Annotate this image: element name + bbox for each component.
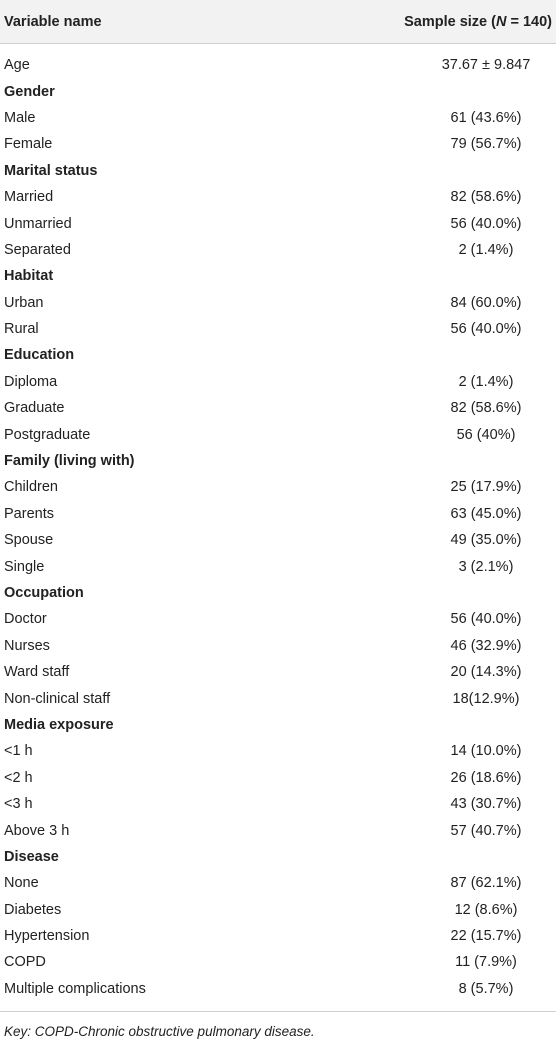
- row-value: 3 (2.1%): [458, 558, 514, 575]
- row-value: 14 (10.0%): [450, 743, 522, 760]
- table-row: [0, 897, 556, 923]
- table-row: [0, 369, 556, 395]
- row-value: 26 (18.6%): [450, 769, 522, 786]
- row-value: 2 (1.4%): [458, 241, 514, 258]
- row-label: Urban: [4, 294, 44, 311]
- row-value: 2 (1.4%): [458, 373, 514, 390]
- row-label: Age: [4, 57, 30, 74]
- table-row: [0, 421, 556, 447]
- row-value: 37.67 ± 9.847: [441, 57, 531, 74]
- sample-size-header-prefix: Sample size (: [404, 13, 496, 30]
- section-header-row: [0, 342, 556, 368]
- row-value: 87 (62.1%): [450, 875, 522, 892]
- row-label: Ward staff: [4, 664, 70, 681]
- row-label: COPD: [4, 954, 46, 971]
- table-row: [0, 474, 556, 500]
- table-row: [0, 923, 556, 949]
- table-row: [0, 817, 556, 843]
- section-label: Gender: [4, 83, 55, 100]
- row-label: Diabetes: [4, 901, 62, 918]
- table-row: [0, 553, 556, 579]
- row-value: 18(12.9%): [452, 690, 520, 707]
- section-label: Media exposure: [4, 716, 114, 733]
- table-row: [0, 184, 556, 210]
- row-label: <2 h: [4, 769, 33, 786]
- section-label: Marital status: [4, 162, 98, 179]
- row-label: Above 3 h: [4, 822, 70, 839]
- row-label: Hypertension: [4, 928, 90, 945]
- section-header-row: [0, 158, 556, 184]
- section-label: Disease: [4, 848, 59, 865]
- row-label: Multiple complications: [4, 980, 146, 997]
- table-row: [0, 606, 556, 632]
- table-row: [0, 52, 556, 78]
- table-row: [0, 949, 556, 975]
- row-label: Diploma: [4, 373, 58, 390]
- table-row: [0, 738, 556, 764]
- row-value: 20 (14.3%): [450, 664, 522, 681]
- row-label: Graduate: [4, 400, 65, 417]
- section-header-row: [0, 712, 556, 738]
- row-label: Doctor: [4, 611, 47, 628]
- row-label: Parents: [4, 505, 54, 522]
- table-header: [0, 0, 556, 44]
- row-value: 57 (40.7%): [450, 822, 522, 839]
- row-value: 22 (15.7%): [450, 928, 522, 945]
- sample-size-header-suffix: = 140): [506, 13, 552, 30]
- table-body: [0, 52, 556, 1002]
- row-value: 25 (17.9%): [450, 479, 522, 496]
- table-row: [0, 765, 556, 791]
- table-row: [0, 395, 556, 421]
- section-header-row: [0, 263, 556, 289]
- table-footnote: Key: COPD-Chronic obstructive pulmonary disease.: [4, 1024, 315, 1040]
- row-label: Rural: [4, 321, 39, 338]
- row-value: 79 (56.7%): [450, 136, 522, 153]
- section-label: Family (living with): [4, 453, 135, 470]
- section-header-row: [0, 78, 556, 104]
- row-value: 8 (5.7%): [458, 980, 514, 997]
- row-label: Separated: [4, 241, 71, 258]
- row-label: Non-clinical staff: [4, 690, 111, 707]
- row-value: 82 (58.6%): [450, 189, 522, 206]
- row-label: Nurses: [4, 637, 50, 654]
- table-row: [0, 527, 556, 553]
- table-row: [0, 976, 556, 1002]
- sample-size-header-n: N: [495, 13, 507, 30]
- row-label: Single: [4, 558, 45, 575]
- row-value: 12 (8.6%): [454, 901, 518, 918]
- row-value: 63 (45.0%): [450, 505, 522, 522]
- row-value: 46 (32.9%): [450, 637, 522, 654]
- row-label: <1 h: [4, 743, 33, 760]
- row-value: 61 (43.6%): [450, 109, 522, 126]
- variable-name-header: Variable name: [4, 13, 102, 30]
- section-header-row: [0, 580, 556, 606]
- table-row: [0, 791, 556, 817]
- section-label: Habitat: [4, 268, 54, 285]
- row-label: None: [4, 875, 39, 892]
- section-label: Education: [4, 347, 75, 364]
- row-label: Children: [4, 479, 58, 496]
- row-value: 56 (40.0%): [450, 215, 522, 232]
- row-value: 11 (7.9%): [455, 954, 517, 971]
- section-header-row: [0, 844, 556, 870]
- row-value: 56 (40%): [456, 426, 516, 443]
- table-row: [0, 290, 556, 316]
- table-row: [0, 501, 556, 527]
- table-row: [0, 870, 556, 896]
- row-label: Married: [4, 189, 54, 206]
- table-row: [0, 105, 556, 131]
- row-value: 56 (40.0%): [450, 611, 522, 628]
- row-label: Unmarried: [4, 215, 72, 232]
- row-value: 49 (35.0%): [450, 532, 522, 549]
- table-row: [0, 316, 556, 342]
- row-label: <3 h: [4, 796, 33, 813]
- row-label: Female: [4, 136, 53, 153]
- row-label: Spouse: [4, 532, 54, 549]
- row-value: 43 (30.7%): [450, 796, 522, 813]
- table-row: [0, 633, 556, 659]
- table-row: [0, 131, 556, 157]
- section-label: Occupation: [4, 585, 84, 601]
- row-label: Male: [4, 109, 36, 126]
- table-row: [0, 659, 556, 685]
- table-row: [0, 237, 556, 263]
- row-value: 82 (58.6%): [450, 400, 522, 417]
- table-row: [0, 685, 556, 711]
- row-value: 84 (60.0%): [450, 294, 522, 311]
- row-value: 56 (40.0%): [450, 321, 522, 338]
- row-label: Postgraduate: [4, 426, 91, 443]
- table-row: [0, 210, 556, 236]
- sample-size-header: [404, 14, 552, 30]
- section-header-row: [0, 448, 556, 474]
